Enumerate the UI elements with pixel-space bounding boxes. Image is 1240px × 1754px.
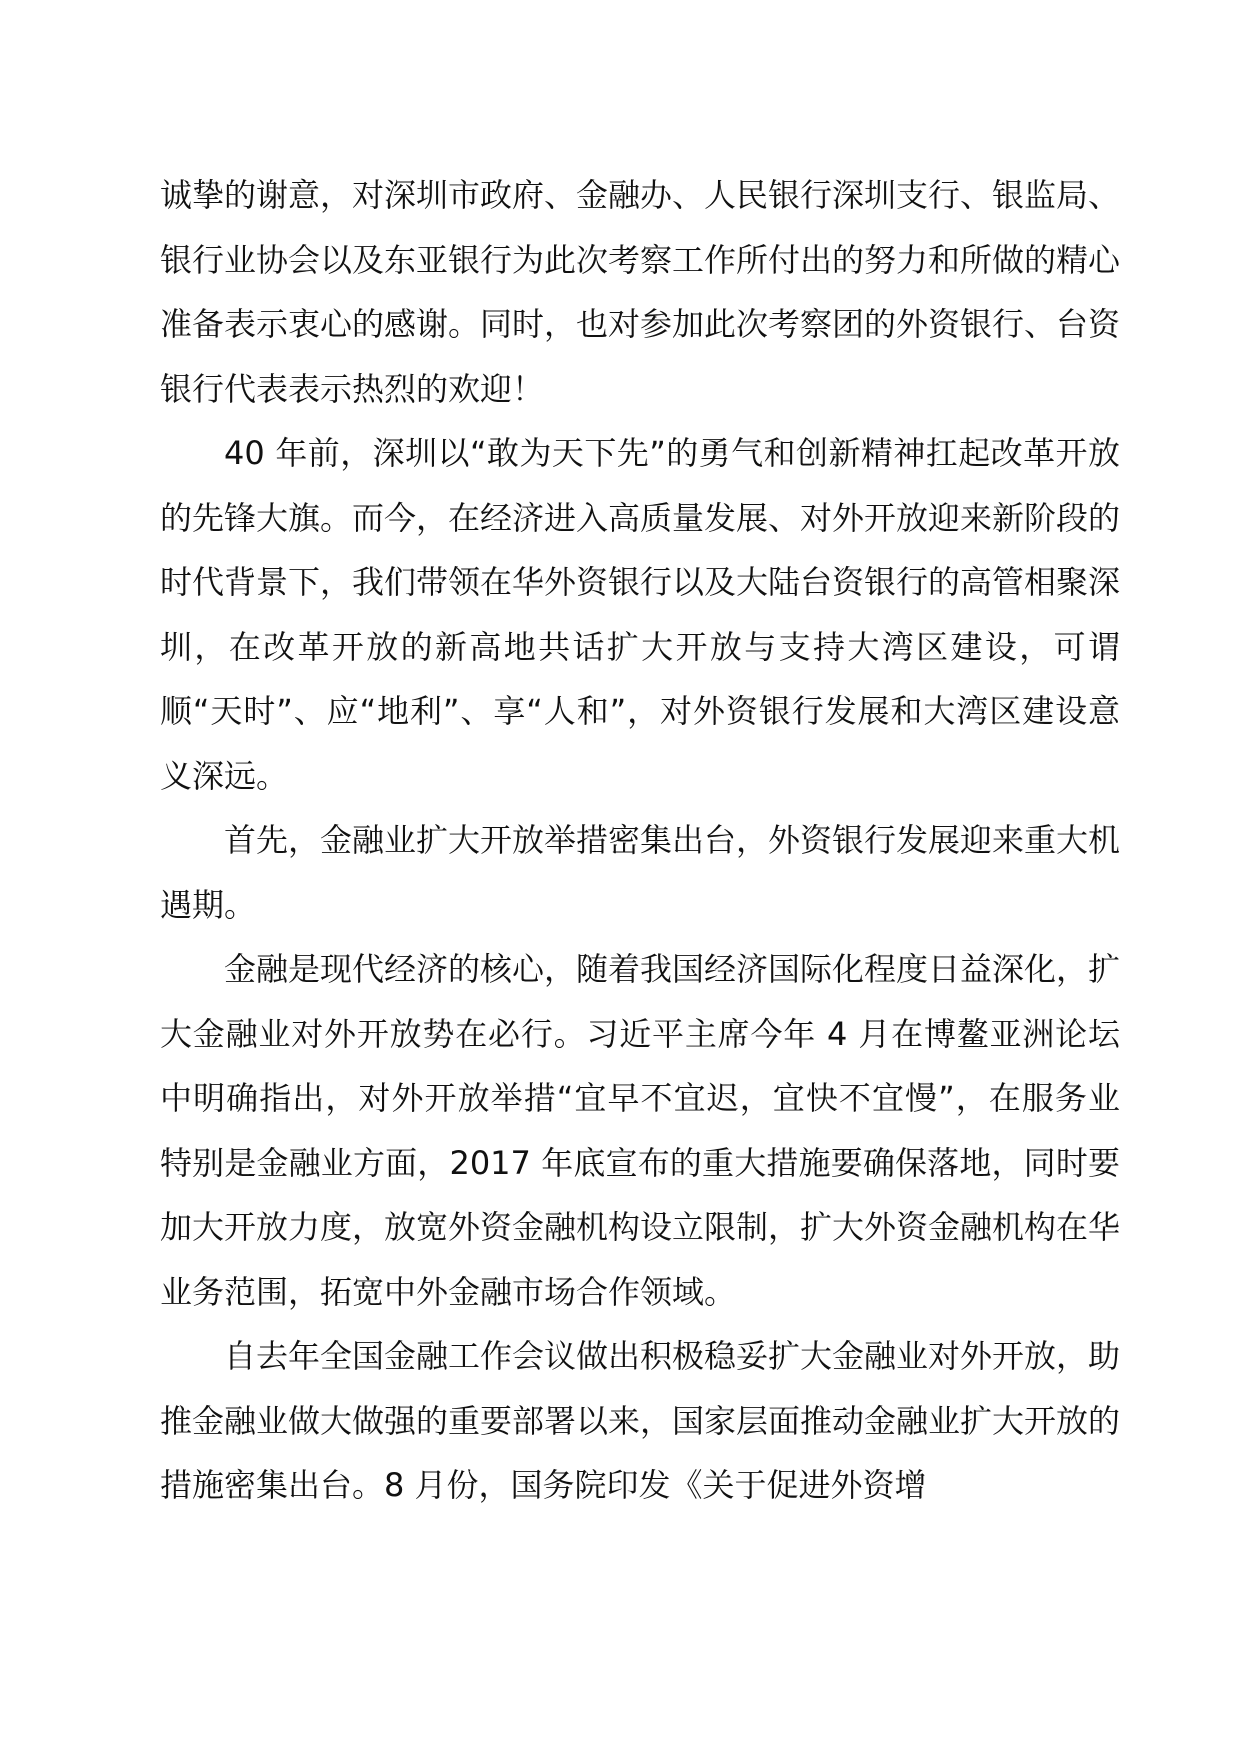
paragraph-4: 金融是现代经济的核心，随着我国经济国际化程度日益深化，扩大金融业对外开放势在必行。习近平主席今年 4 月在博鳌亚洲论坛中明确指出，对外开放举措“宜早不宜迟，宜快不宜慢”，在服务业特别是金融业方面，2017 年底宣布的重大措施要确保落地，同时要加大开放力度，放宽外资金融机构设立限制，扩大外资金融机构在华业务范围，拓宽中外金融市场合作领域。 bbox=[160, 950, 1121, 1311]
paragraph-5: 自去年全国金融工作会议做出积极稳妥扩大金融业对外开放，助推金融业做大做强的重要部署以来，国家层面推动金融业扩大开放的措施密集出台。8 月份，国务院印发《关于促进外资增 bbox=[160, 1337, 1121, 1504]
paragraph-2: 40 年前，深圳以“敢为天下先”的勇气和创新精神扛起改革开放的先锋大旗。而今，在经济进入高质量发展、对外开放迎来新阶段的时代背景下，我们带领在华外资银行以及大陆台资银行的高管相聚深圳，在改革开放的新高地共话扩大开放与支持大湾区建设，可谓顺“天时”、应“地利”、享“人和”，对外资银行发展和大湾区建设意义深远。 bbox=[160, 434, 1121, 795]
paragraph-1: 诚挚的谢意，对深圳市政府、金融办、人民银行深圳支行、银监局、银行业协会以及东亚银行为此次考察工作所付出的努力和所做的精心准备表示衷心的感谢。同时，也对参加此次考察团的外资银行、台资银行代表表示热烈的欢迎！ bbox=[160, 176, 1121, 408]
paragraph-3: 首先，金融业扩大开放举措密集出台，外资银行发展迎来重大机遇期。 bbox=[160, 821, 1121, 924]
document-body bbox=[160, 163, 1120, 1518]
